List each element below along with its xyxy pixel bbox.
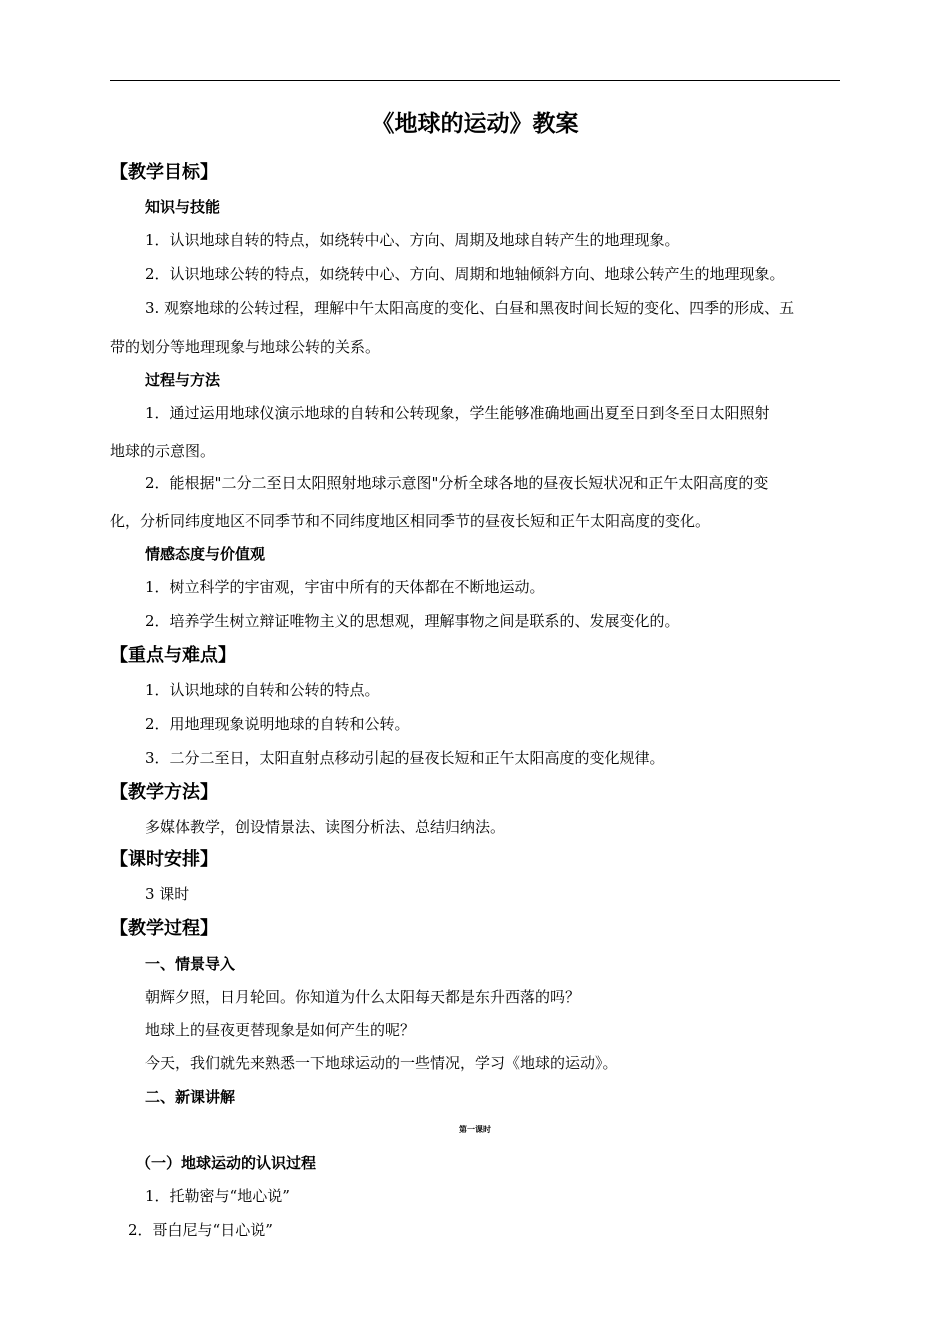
- method-item-2-line-1: 2．能根据"二分二至日太阳照射地球示意图"分析全球各地的昼夜长短状况和正午太阳高度的变: [145, 474, 769, 492]
- methods-text: 多媒体教学，创设情景法、读图分析法、总结归纳法。: [145, 818, 506, 836]
- new-lesson-heading: 二、新课讲解: [145, 1088, 236, 1106]
- lesson-one-heading: 第一课时: [459, 1125, 491, 1134]
- schedule-text: 3 课时: [145, 885, 190, 903]
- attitude-item-1: 1．树立科学的宇宙观，宇宙中所有的天体都在不断地运动。: [145, 578, 545, 596]
- key-point-2: 2．用地理现象说明地球的自转和公转。: [145, 715, 410, 733]
- header-rule: [110, 80, 840, 81]
- knowledge-item-3-line-1: 3. 观察地球的公转过程，理解中午太阳高度的变化、白昼和黑夜时间长短的变化、四季的形成、五: [145, 299, 795, 317]
- attitude-item-2: 2．培养学生树立辩证唯物主义的思想观，理解事物之间是联系的、发展变化的。: [145, 612, 680, 630]
- part-one-heading: （一）地球运动的认识过程: [136, 1154, 317, 1172]
- intro-heading: 一、情景导入: [145, 955, 236, 973]
- part-one-item-2: 2．哥白尼与“日心说”: [128, 1221, 273, 1239]
- knowledge-skills-heading: 知识与技能: [145, 198, 221, 216]
- section-methods-heading: 【教学方法】: [110, 782, 218, 803]
- section-key-points-heading: 【重点与难点】: [110, 645, 236, 666]
- knowledge-item-3-line-2: 带的划分等地理现象与地球公转的关系。: [110, 338, 381, 356]
- section-schedule-heading: 【课时安排】: [110, 849, 218, 870]
- method-item-1-line-2: 地球的示意图。: [110, 442, 216, 460]
- key-point-1: 1．认识地球的自转和公转的特点。: [145, 681, 380, 699]
- attitude-values-heading: 情感态度与价值观: [145, 545, 266, 563]
- method-item-2-line-2: 化，分析同纬度地区不同季节和不同纬度地区相同季节的昼夜长短和正午太阳高度的变化。: [110, 512, 711, 530]
- part-one-item-1: 1．托勒密与“地心说”: [145, 1187, 290, 1205]
- knowledge-item-1: 1．认识地球自转的特点，如绕转中心、方向、周期及地球自转产生的地理现象。: [145, 231, 680, 249]
- section-objectives-heading: 【教学目标】: [110, 162, 218, 183]
- method-item-1-line-1: 1．通过运用地球仪演示地球的自转和公转现象，学生能够准确地画出夏至日到冬至日太阳照射: [145, 404, 770, 422]
- intro-paragraph-2: 地球上的昼夜更替现象是如何产生的呢？: [145, 1021, 416, 1039]
- knowledge-item-2: 2．认识地球公转的特点，如绕转中心、方向、周期和地轴倾斜方向、地球公转产生的地理现象。: [145, 265, 785, 283]
- key-point-3: 3．二分二至日，太阳直射点移动引起的昼夜长短和正午太阳高度的变化规律。: [145, 749, 665, 767]
- process-method-heading: 过程与方法: [145, 371, 221, 389]
- section-process-heading: 【教学过程】: [110, 918, 218, 939]
- document-title: 《地球的运动》教案: [371, 111, 579, 137]
- intro-paragraph-1: 朝辉夕照，日月轮回。你知道为什么太阳每天都是东升西落的吗？: [145, 988, 581, 1006]
- intro-paragraph-3: 今天，我们就先来熟悉一下地球运动的一些情况，学习《地球的运动》。: [145, 1054, 618, 1072]
